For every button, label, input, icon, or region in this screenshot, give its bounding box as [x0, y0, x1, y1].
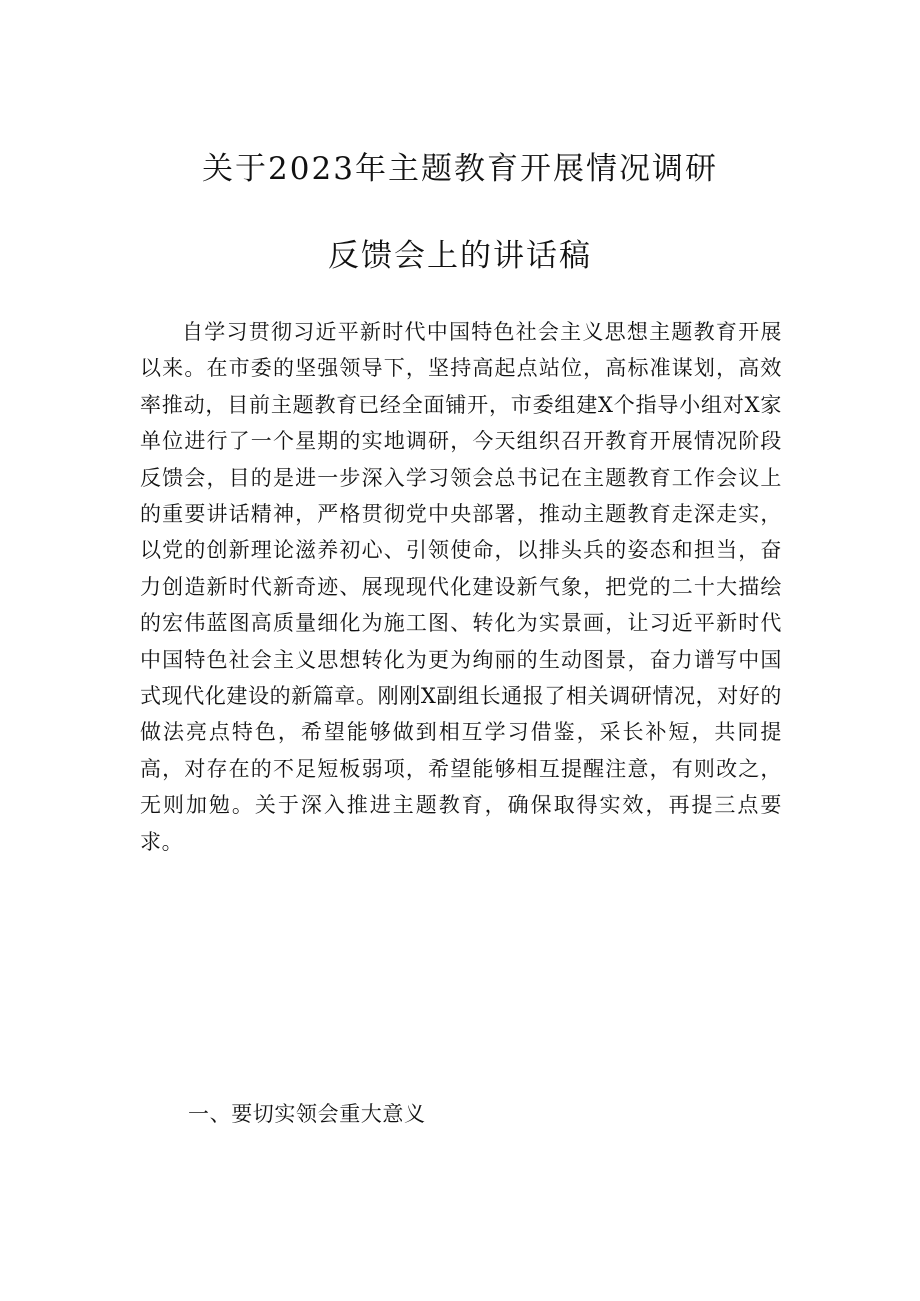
body-paragraph: 自学习贯彻习近平新时代中国特色社会主义思想主题教育开展以来。在市委的坚强领导下，坚持高起点站位，高标准谋划，高效率推动，目前主题教育已经全面铺开，市委组建X个指导小组对X家单位进行了一个星期的实地调研，今天组织召开教育开展情况阶段反馈会，目的是进一步深入学习领会总书记在主题教育工作会议上的重要讲话精神，严格贯彻党中央部署，推动主题教育走深走实，以党的创新理论滋养初心、引领使命，以排头兵的姿态和担当，奋力创造新时代新奇迹、展现现代化建设新气象，把党的二十大描绘的宏伟蓝图高质量细化为施工图、转化为实景画，让习近平新时代中国特色社会主义思想转化为更为绚丽的生动图景，奋力谱写中国式现代化建设的新篇章。刚刚X副组长通报了相关调研情况，对好的做法亮点特色，希望能够做到相互学习借鉴，采长补短，共同提高，对存在的不足短板弱项，希望能够相互提醒注意，有则改之，无则加勉。关于深入推进主题教育，确保取得实效，再提三点要求。: [140, 320, 782, 854]
document-title-line-1: 关于2023年主题教育开展情况调研: [202, 151, 718, 187]
section-heading: 一、要切实领会重大意义: [188, 1102, 426, 1126]
document-title-line-2: 反馈会上的讲话稿: [328, 238, 592, 274]
